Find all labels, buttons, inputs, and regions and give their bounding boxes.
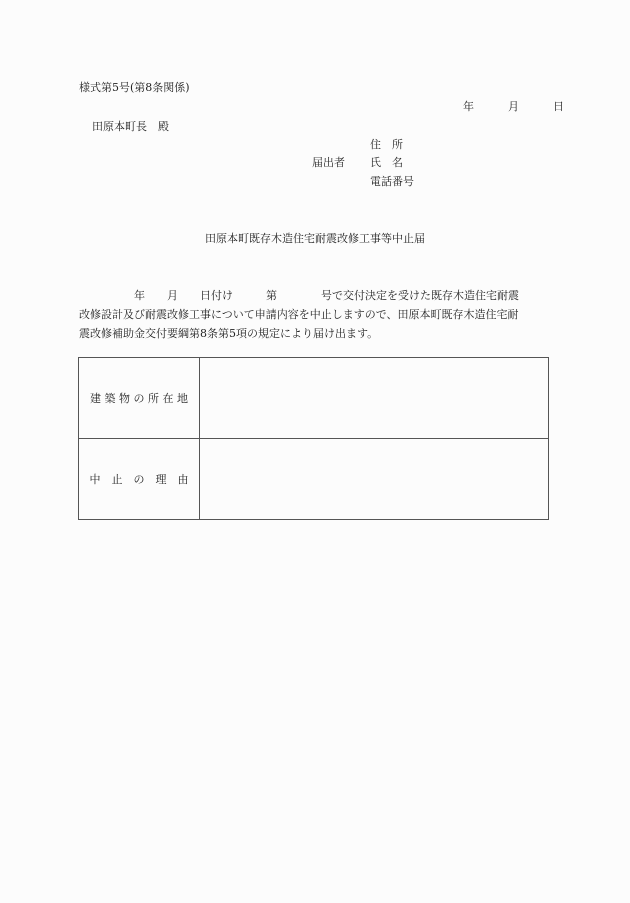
body-line-1: 年 月 日付け 第 号で交付決定を受けた既存木造住宅耐震: [79, 289, 519, 302]
document-title: 田原本町既存木造住宅耐震改修工事等中止届: [205, 232, 425, 245]
date-year: 年: [463, 100, 474, 113]
date-month: 月: [508, 100, 519, 113]
table-row: [79, 439, 549, 520]
form-number: 様式第5号(第8条関係): [79, 81, 190, 94]
body-line-3: 震改修補助金交付要綱第8条第5項の規定により届け出ます。: [79, 327, 379, 340]
building-location-field[interactable]: [200, 358, 549, 439]
date-line: [463, 100, 564, 113]
table-row: [79, 358, 549, 439]
cancel-reason-label: 中 止 の 理 由: [79, 439, 200, 520]
name-label: 氏 名: [370, 156, 403, 169]
address-label: 住 所: [370, 138, 403, 151]
building-location-label: 建 築 物 の 所 在 地: [79, 358, 200, 439]
cancel-reason-field[interactable]: [200, 439, 549, 520]
body-line-2: 改修設計及び耐震改修工事について申請内容を中止しますので、田原本町既存木造住宅耐: [79, 308, 519, 321]
body-text: [79, 286, 551, 343]
applicant-label: 届出者: [312, 156, 345, 169]
phone-label: 電話番号: [370, 175, 414, 188]
date-day: 日: [553, 100, 564, 113]
addressee: 田原本町長 殿: [92, 120, 169, 133]
info-table: [78, 357, 549, 520]
